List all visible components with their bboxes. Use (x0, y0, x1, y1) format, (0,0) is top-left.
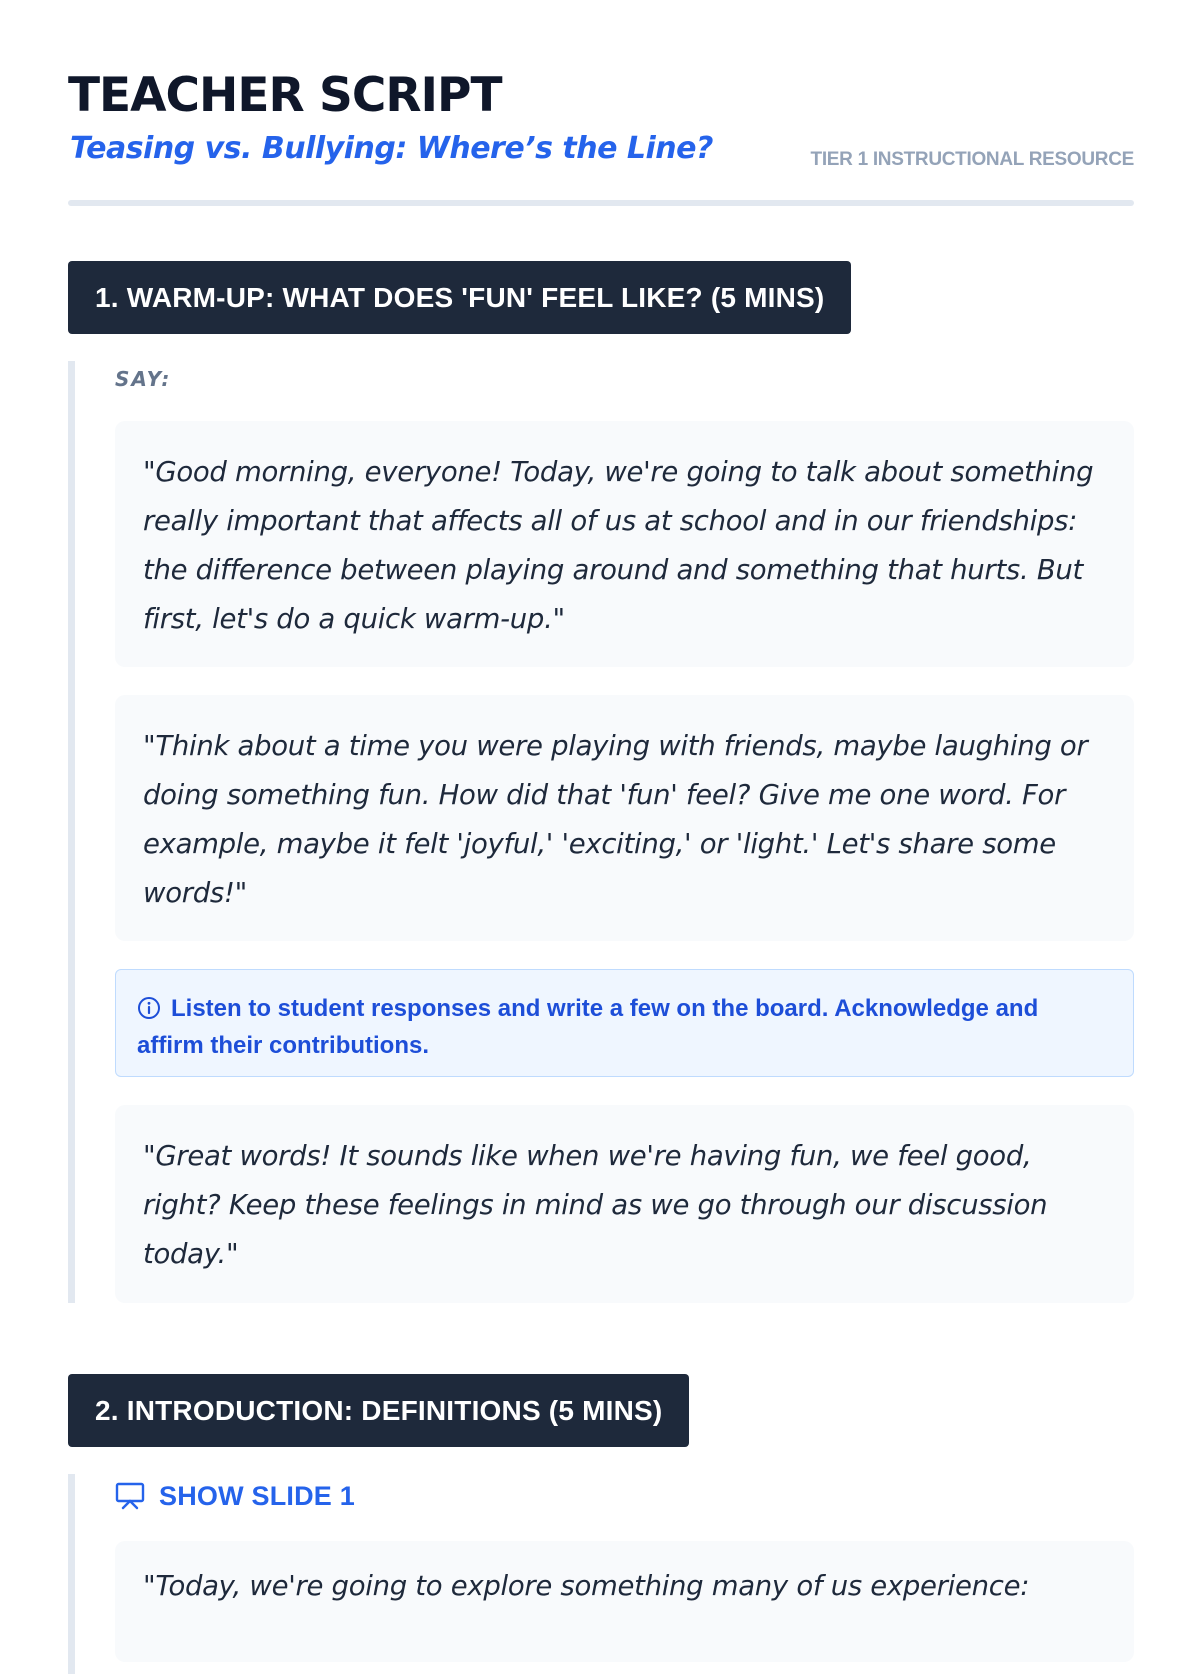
say-label: SAY: (115, 367, 172, 391)
teacher-script-page (68, 0, 1134, 1602)
section-title: 1. WARM-UP: WHAT DOES 'FUN' FEEL LIKE? (5 MINS) (68, 261, 851, 334)
section-title: 2. INTRODUCTION: DEFINITIONS (5 MINS) (68, 1374, 689, 1447)
section-introduction (68, 1374, 1134, 1674)
script-quote: "Great words! It sounds like when we're having fun, we feel good, right? Keep these feelings in mind as we go through our discussion today." (115, 1105, 1134, 1303)
lesson-subtitle: Teasing vs. Bullying: Where’s the Line? (70, 131, 713, 166)
section-warm-up (68, 261, 1134, 1303)
page-title: TEACHER SCRIPT (68, 68, 502, 123)
show-slide-cue (115, 1474, 1134, 1518)
info-icon (137, 996, 161, 1029)
teacher-note-text: Listen to student responses and write a few on the board. Acknowledge and affirm their contributions. (137, 995, 1039, 1059)
header-divider (68, 200, 1134, 206)
teacher-note (115, 969, 1134, 1077)
section-body (68, 361, 1134, 1303)
section-body (68, 1474, 1134, 1674)
script-quote: "Think about a time you were playing with friends, maybe laughing or doing something fun. How did that 'fun' feel? Give me one word. For example, maybe it felt 'joyful,' 'exciting,' or 'light.' Let's share some words!" (115, 695, 1134, 941)
show-slide-label: SHOW SLIDE 1 (159, 1480, 355, 1511)
script-quote: "Today, we're going to explore something many of us experience: (115, 1541, 1134, 1662)
document-header (68, 0, 1134, 206)
presentation-icon (115, 1481, 145, 1511)
tier-label: TIER 1 INSTRUCTIONAL RESOURCE (810, 149, 1134, 170)
script-quote: "Good morning, everyone! Today, we're going to talk about something really important that affects all of us at school and in our friendships: the difference between playing around and something that hurts. But first, let's do a quick warm-up." (115, 421, 1134, 667)
